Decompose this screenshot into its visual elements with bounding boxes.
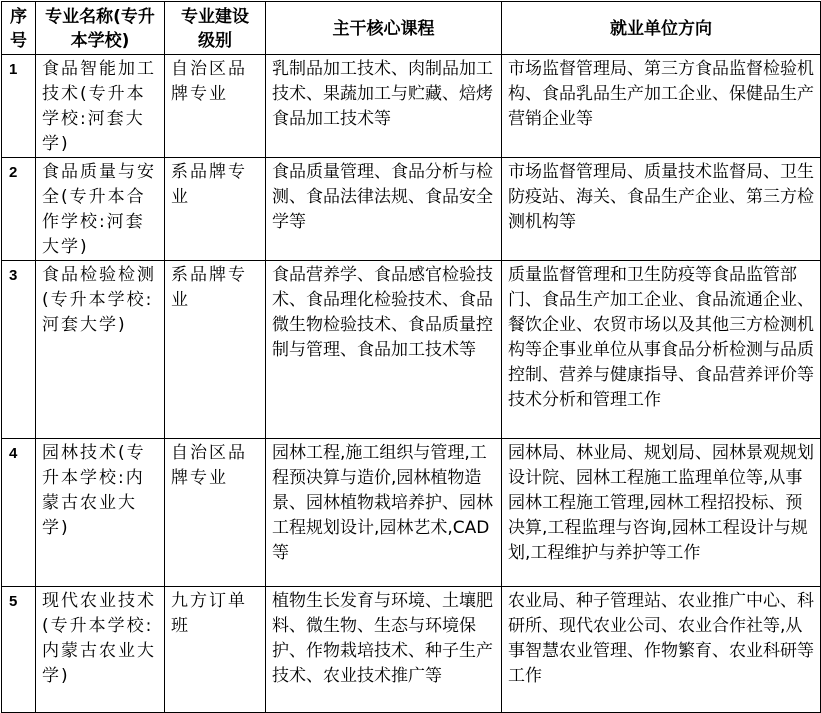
row-courses: 植物生长发育与环境、土壤肥料、微生物、生态与环境保护、作物栽培技术、种子生产技术、农业技术推广等 — [266, 587, 502, 713]
row-major: 食品检验检测(专升本学校:河套大学) — [36, 261, 165, 439]
row-major: 食品质量与安全(专升本合作学校:河套大学) — [36, 158, 165, 261]
row-jobs: 市场监督管理局、第三方食品监督检验机构、食品乳品生产加工企业、保健品生产营销企业等 — [502, 55, 821, 158]
row-courses: 园林工程,施工组织与管理,工程预决算与造价,园林植物造景、园林植物栽培养护、园林工程规划设计,园林艺术,CAD等 — [266, 439, 502, 587]
row-num: 5 — [2, 587, 36, 713]
row-jobs: 质量监督管理和卫生防疫等食品监管部门、食品生产加工企业、食品流通企业、餐饮企业、农贸市场以及其他三方检测机构等企事业单位从事食品分析检测与品质控制、营养与健康指导、食品营养评价等技术分析和管理工作 — [502, 261, 821, 439]
row-major: 食品智能加工技术(专升本学校:河套大学) — [36, 55, 165, 158]
row-level: 系品牌专业 — [165, 261, 266, 439]
row-jobs: 园林局、林业局、规划局、园林景观规划设计院、园林工程施工监理单位等,从事园林工程施工管理,园林工程招投标、预决算,工程监理与咨询,园林工程设计与规划,工程维护与养护等工作 — [502, 439, 821, 587]
header-jobs: 就业单位方向 — [502, 2, 821, 55]
row-major: 园林技术(专升本学校:内蒙古农业大学) — [36, 439, 165, 587]
row-major: 现代农业技术(专升本学校:内蒙古农业大学) — [36, 587, 165, 713]
row-courses: 食品营养学、食品感官检验技术、食品理化检验技术、食品微生物检验技术、食品质量控制与管理、食品加工技术等 — [266, 261, 502, 439]
header-major: 专业名称(专升本学校) — [36, 2, 165, 55]
row-num: 1 — [2, 55, 36, 158]
table-row — [2, 158, 821, 261]
table-row — [2, 587, 821, 713]
table-row — [2, 261, 821, 439]
header-level: 专业建设级别 — [165, 2, 266, 55]
table-row — [2, 55, 821, 158]
row-level: 自治区品牌专业 — [165, 439, 266, 587]
row-level: 九方订单班 — [165, 587, 266, 713]
row-courses: 食品质量管理、食品分析与检测、食品法律法规、食品安全学等 — [266, 158, 502, 261]
table-row — [2, 439, 821, 587]
row-courses: 乳制品加工技术、肉制品加工技术、果蔬加工与贮藏、焙烤食品加工技术等 — [266, 55, 502, 158]
header-num: 序号 — [2, 2, 36, 55]
row-jobs: 市场监督管理局、质量技术监督局、卫生防疫站、海关、食品生产企业、第三方检测机构等 — [502, 158, 821, 261]
row-num: 3 — [2, 261, 36, 439]
row-level: 系品牌专业 — [165, 158, 266, 261]
header-row — [2, 2, 821, 55]
row-jobs: 农业局、种子管理站、农业推广中心、科研所、现代农业公司、农业合作社等,从事智慧农业管理、作物繁育、农业科研等工作 — [502, 587, 821, 713]
header-courses: 主干核心课程 — [266, 2, 502, 55]
majors-table — [1, 1, 821, 713]
row-num: 2 — [2, 158, 36, 261]
row-level: 自治区品牌专业 — [165, 55, 266, 158]
row-num: 4 — [2, 439, 36, 587]
